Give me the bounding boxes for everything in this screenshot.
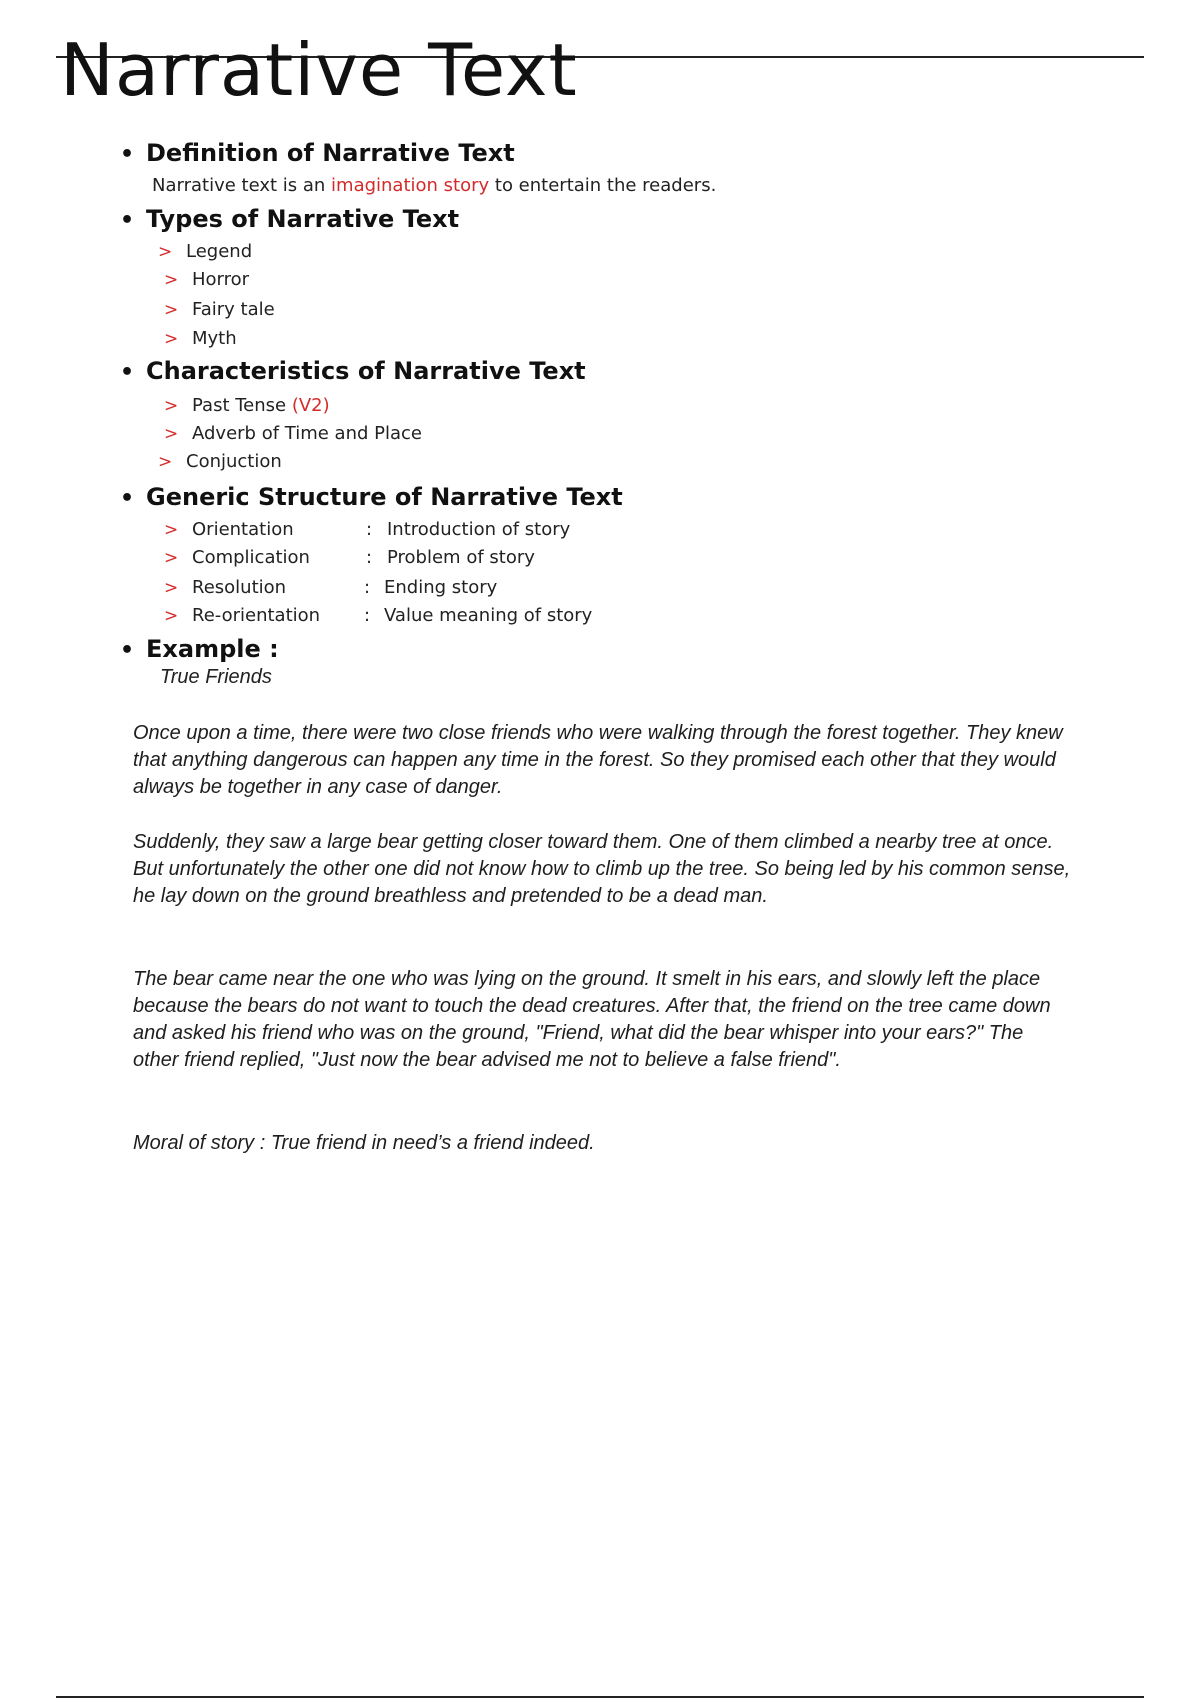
definition-text: [152, 174, 716, 198]
list-item-label: Adverb of Time and Place: [192, 423, 422, 444]
story-paragraph: The bear came near the one who was lying on the ground. It smelt in his ears, and slowly left the place because the bears do not want to touch the dead creatures. After that, the friend on the tree came down and asked his friend who was on the ground, "Friend, what did the bear whisper into your ears?" The other friend replied, "Just now the bear advised me not to believe a false friend".: [133, 968, 1051, 1071]
arrow-bullet-icon: >: [164, 329, 179, 349]
list-item: [164, 394, 330, 418]
arrow-bullet-icon: >: [164, 548, 179, 568]
structure-desc: Value meaning of story: [384, 605, 593, 626]
arrow-bullet-icon: >: [164, 396, 179, 416]
page-title: Narrative Text: [60, 28, 578, 112]
bullet-icon: •: [120, 360, 135, 385]
structure-row: [164, 546, 764, 570]
heading-label: Definition of Narrative Text: [146, 139, 515, 167]
structure-row: [164, 604, 764, 628]
heading-label: Types of Narrative Text: [146, 205, 460, 233]
list-item: [164, 422, 422, 446]
story-moral: Moral of story : True friend in need’s a friend indeed.: [133, 1132, 595, 1154]
colon-separator: :: [364, 577, 371, 598]
colon-separator: :: [364, 605, 371, 626]
list-item-label: Conjuction: [186, 451, 282, 472]
list-item: [158, 450, 282, 474]
bullet-icon: •: [120, 208, 135, 233]
definition-highlight: imagination story: [331, 175, 490, 196]
section-heading-structure: [120, 482, 623, 514]
arrow-bullet-icon: >: [158, 242, 173, 262]
structure-row: [164, 518, 764, 542]
arrow-bullet-icon: >: [164, 606, 179, 626]
arrow-bullet-icon: >: [164, 270, 179, 290]
story-title: True Friends: [160, 666, 272, 688]
list-item-label: Fairy tale: [192, 299, 275, 320]
heading-label: Characteristics of Narrative Text: [146, 357, 586, 385]
structure-term: Resolution: [192, 577, 287, 598]
structure-term: Re-orientation: [192, 605, 321, 626]
structure-row: [164, 576, 764, 600]
colon-separator: :: [366, 547, 373, 568]
structure-term: Complication: [192, 547, 310, 568]
bullet-icon: •: [120, 638, 135, 663]
section-heading-types: [120, 204, 459, 236]
definition-text-before: Narrative text is an: [152, 175, 332, 196]
story-paragraph: Suddenly, they saw a large bear getting closer toward them. One of them climbed a nearby tree at once. But unfortunately the other one did not know how to climb up the tree. So being led by his common sense, he lay down on the ground breathless and pretended to be a dead man.: [133, 831, 1071, 907]
list-item: [164, 268, 249, 292]
arrow-bullet-icon: >: [164, 300, 179, 320]
list-item-label: Legend: [186, 241, 253, 262]
structure-desc: Ending story: [384, 577, 498, 598]
section-heading-definition: [120, 138, 515, 170]
list-item-label: Horror: [192, 269, 250, 290]
arrow-bullet-icon: >: [164, 578, 179, 598]
list-item: [164, 327, 237, 351]
arrow-bullet-icon: >: [158, 452, 173, 472]
heading-label: Generic Structure of Narrative Text: [146, 483, 623, 511]
section-heading-characteristics: [120, 356, 586, 388]
list-item-label: Past Tense: [192, 395, 287, 416]
list-item-label: Myth: [192, 328, 237, 349]
structure-desc: Introduction of story: [387, 519, 571, 540]
arrow-bullet-icon: >: [164, 424, 179, 444]
story-paragraph: Once upon a time, there were two close friends who were walking through the forest together. They knew that anything dangerous can happen any time in the forest. So they promised each other that they would always be together in any case of danger.: [133, 722, 1063, 798]
arrow-bullet-icon: >: [164, 520, 179, 540]
definition-text-after: to entertain the readers.: [489, 175, 717, 196]
list-item: [158, 240, 252, 264]
colon-separator: :: [366, 519, 373, 540]
structure-desc: Problem of story: [387, 547, 535, 568]
list-item: [164, 298, 275, 322]
footer-rule: [56, 1696, 1144, 1698]
heading-label: Example :: [146, 635, 279, 663]
bullet-icon: •: [120, 142, 135, 167]
bullet-icon: •: [120, 486, 135, 511]
section-heading-example: [120, 634, 279, 666]
structure-term: Orientation: [192, 519, 294, 540]
past-tense-note: (V2): [291, 395, 330, 416]
